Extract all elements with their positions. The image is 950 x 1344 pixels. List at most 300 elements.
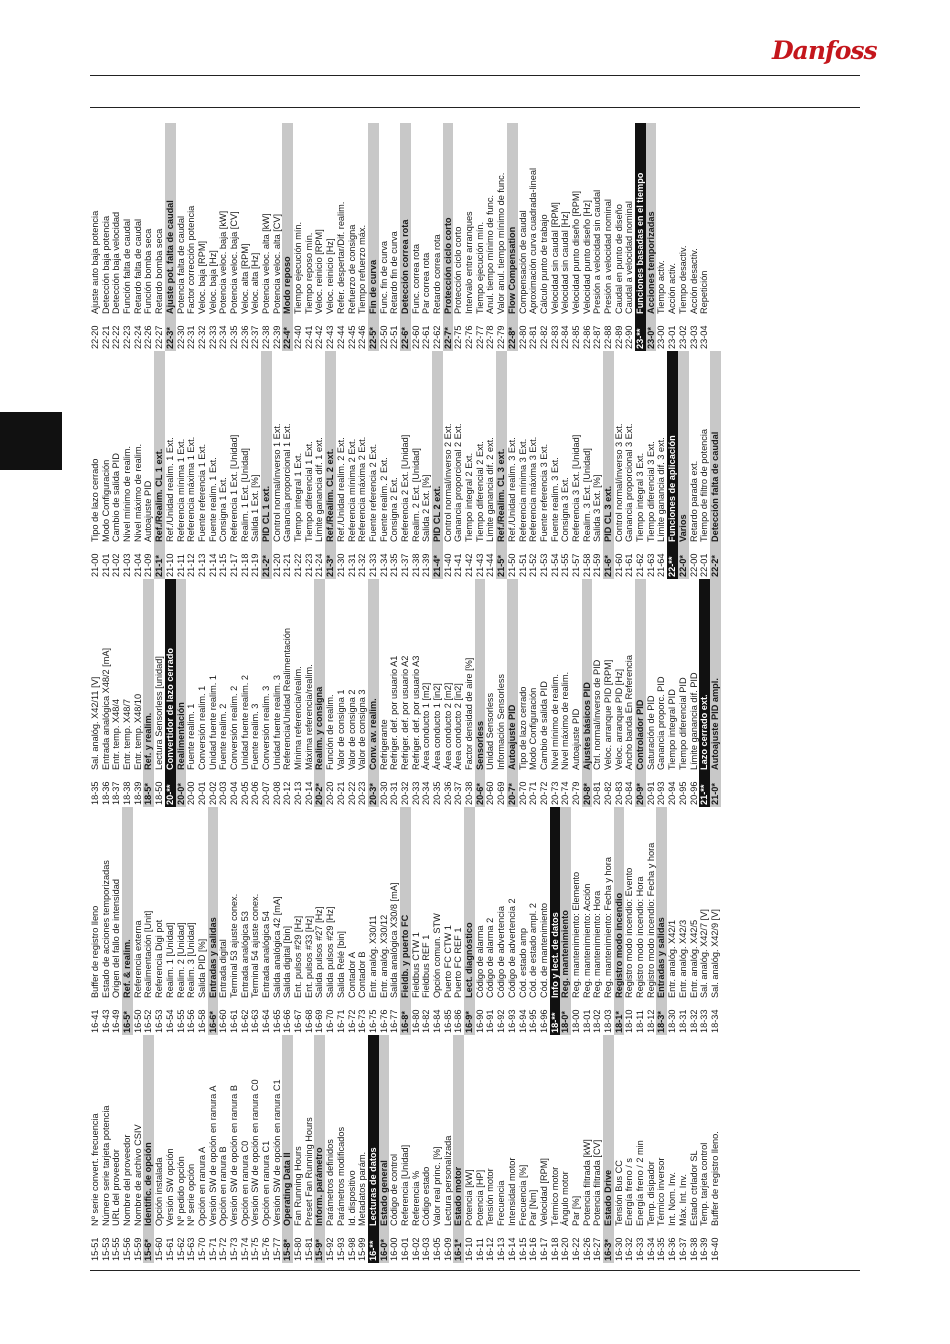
parameter-number: 18-0* bbox=[560, 1011, 571, 1033]
parameter-row bbox=[656, 579, 667, 807]
parameter-row bbox=[550, 123, 561, 351]
parameter-label: Tiempo ejecución mín. bbox=[293, 221, 304, 314]
parameter-number: 20-07 bbox=[261, 781, 271, 805]
parameter-label: Tiempo integral 2 Ext. bbox=[464, 452, 475, 542]
parameter-main-heading bbox=[165, 579, 176, 807]
parameter-number: 20-30 bbox=[378, 781, 389, 805]
parameter-number: 16-58 bbox=[196, 1009, 207, 1033]
parameter-number: 21-33 bbox=[367, 553, 378, 577]
parameter-row bbox=[293, 807, 304, 1035]
parameter-label: Presión a velocidad sin caudal bbox=[592, 189, 603, 314]
parameter-label: Reg. mantenimiento: Acción bbox=[581, 883, 592, 998]
parameter-number: 16-56 bbox=[186, 1009, 197, 1033]
parameter-number: 21-40 bbox=[442, 553, 453, 577]
parameter-label: Veloc. alta [Hz] bbox=[250, 252, 261, 314]
parameter-label: Varios bbox=[677, 514, 688, 542]
parameter-label: Entradas y salidas bbox=[207, 917, 218, 998]
parameter-number: 16-11 bbox=[474, 1238, 485, 1261]
parameter-label: Lect. diagnóstico bbox=[464, 922, 475, 998]
parameter-row bbox=[432, 1035, 443, 1263]
parameter-group-heading bbox=[165, 123, 176, 351]
parameter-number: 16-37 bbox=[677, 1237, 688, 1261]
parameter-row bbox=[475, 1035, 486, 1263]
parameter-label: Control normal/inverso 3 Ext. bbox=[613, 423, 624, 542]
parameter-row bbox=[635, 1035, 646, 1263]
parameter-row bbox=[624, 1035, 635, 1263]
parameter-label: Referencia mínima 3 Ext. bbox=[517, 438, 528, 542]
parameter-label: Metadatos parám. bbox=[357, 1151, 368, 1226]
parameter-label: Versión SW de opción en ranura C1 bbox=[271, 1079, 282, 1226]
parameter-label: Opción comun. STW bbox=[432, 913, 442, 998]
parameter-label: Fuente realim. 2 bbox=[218, 703, 229, 770]
parameter-number: 18-1* bbox=[613, 1011, 624, 1033]
parameter-row bbox=[400, 579, 411, 807]
parameter-row bbox=[443, 579, 454, 807]
parameter-row bbox=[689, 123, 700, 351]
parameter-row bbox=[560, 123, 571, 351]
parameter-row bbox=[646, 807, 657, 1035]
parameter-label: Estado Drive bbox=[603, 1169, 613, 1226]
parameter-number: 15-74 bbox=[239, 1237, 250, 1261]
parameter-number: 15-81 bbox=[303, 1237, 314, 1261]
parameter-number: 16-03 bbox=[421, 1237, 432, 1261]
parameter-label: Salida analógica X30/8 [mA] bbox=[389, 882, 400, 998]
parameter-number: 20-6* bbox=[474, 783, 485, 805]
parameter-row bbox=[614, 351, 625, 579]
parameter-label: Valor de consigna 3 bbox=[357, 689, 368, 770]
parameter-number: 20-08 bbox=[271, 781, 282, 805]
parameter-number: 16-82 bbox=[421, 1009, 432, 1033]
parameter-label: Detección baja potencia bbox=[100, 215, 111, 314]
parameter-main-heading bbox=[368, 1035, 379, 1263]
parameter-row bbox=[411, 1035, 422, 1263]
parameter-number: 20-32 bbox=[399, 781, 410, 805]
parameter-number: 16-00 bbox=[389, 1237, 400, 1261]
parameter-number: 16-40 bbox=[709, 1237, 720, 1261]
parameter-group-heading bbox=[400, 123, 411, 351]
parameter-number: 16-50 bbox=[132, 1009, 143, 1033]
parameter-row bbox=[240, 579, 251, 807]
parameter-label: Referencia 2 Ext. [Unidad] bbox=[399, 434, 410, 542]
parameter-label: Tiempo diferencial 3 Ext. bbox=[645, 441, 656, 542]
parameter-number: 16-05 bbox=[432, 1237, 442, 1261]
parameter-number: 20-3* bbox=[367, 783, 378, 805]
parameter-number: 20-35 bbox=[432, 781, 442, 805]
parameter-label: Veloc. arranque PID [Hz] bbox=[613, 668, 624, 770]
parameter-row bbox=[325, 123, 336, 351]
parameter-number: 20-60 bbox=[485, 781, 496, 805]
parameter-number: 16-77 bbox=[389, 1009, 400, 1033]
parameter-number: 20-96 bbox=[688, 781, 699, 805]
parameter-number: 22-88 bbox=[603, 325, 613, 349]
parameter-label: Registro modo incendio: Hora bbox=[635, 876, 646, 998]
parameter-label: Fieldbus REF 1 bbox=[421, 934, 432, 998]
parameter-row bbox=[389, 579, 400, 807]
parameter-label: Nivel máximo de realim. bbox=[132, 443, 143, 542]
parameter-row bbox=[485, 123, 496, 351]
parameter-label: Tiempo activ. bbox=[656, 260, 667, 314]
parameter-row bbox=[133, 351, 144, 579]
parameter-row bbox=[229, 1035, 240, 1263]
parameter-row bbox=[347, 579, 358, 807]
parameter-row bbox=[261, 123, 272, 351]
parameter-number: 18-32 bbox=[688, 1009, 699, 1033]
parameter-label: Potencia veloc. baja [CV] bbox=[228, 211, 239, 314]
parameter-row bbox=[539, 123, 550, 351]
parameter-number: 20-34 bbox=[421, 781, 432, 805]
parameter-label: Retardo bomba seca bbox=[154, 228, 165, 314]
parameter-number: 20-9* bbox=[635, 783, 646, 805]
parameter-number: 16-38 bbox=[688, 1237, 699, 1261]
parameter-number: 18-39 bbox=[132, 781, 143, 805]
parameter-row bbox=[699, 123, 710, 351]
parameter-number: 22-43 bbox=[325, 325, 336, 349]
parameter-number: 18-12 bbox=[645, 1009, 656, 1033]
parameter-row bbox=[304, 123, 315, 351]
parameter-label: Consigna 1 Ext. bbox=[218, 477, 229, 542]
parameter-number: 20-00 bbox=[186, 781, 197, 805]
parameter-label: Tiempo refuerzo máx. bbox=[357, 224, 368, 314]
parameter-number: 16-76 bbox=[378, 1009, 389, 1033]
parameter-label: Entrada digital bbox=[218, 939, 229, 998]
parameter-row bbox=[614, 579, 625, 807]
parameter-number: 20-93 bbox=[656, 781, 667, 805]
parameter-number: 16-09 bbox=[442, 1237, 453, 1261]
parameter-group-heading bbox=[443, 123, 454, 351]
parameter-label: Repetición bbox=[699, 270, 710, 314]
parameter-label: Aproximación curva cuadrada-lineal bbox=[528, 167, 539, 314]
parameter-label: Entr. analóg. X42/5 bbox=[688, 919, 699, 998]
parameter-number: 21-04 bbox=[132, 553, 143, 577]
parameter-row bbox=[464, 1035, 475, 1263]
parameter-label: Cód. estado amp bbox=[517, 928, 528, 998]
parameter-row bbox=[261, 1035, 272, 1263]
parameter-number: 20-** bbox=[164, 784, 175, 805]
parameter-number: 22-39 bbox=[271, 325, 282, 349]
parameter-row bbox=[582, 1035, 593, 1263]
parameter-number: 20-14 bbox=[303, 781, 314, 805]
parameter-number: 21-31 bbox=[346, 553, 357, 577]
parameter-number: 22-31 bbox=[186, 325, 197, 349]
parameter-number: 21-13 bbox=[196, 553, 207, 577]
parameter-number: 22-85 bbox=[570, 325, 581, 349]
parameter-number: 16-3* bbox=[603, 1239, 613, 1261]
parameter-number: 20-7* bbox=[506, 783, 517, 805]
parameter-number: 20-95 bbox=[677, 781, 688, 805]
parameter-row bbox=[592, 807, 603, 1035]
parameter-label: Energía freno / s bbox=[624, 1158, 635, 1226]
parameter-number: 20-01 bbox=[196, 781, 207, 805]
parameter-number: 21-01 bbox=[100, 553, 111, 577]
parameter-row bbox=[379, 807, 390, 1035]
parameter-row bbox=[646, 351, 657, 579]
parameter-number: 16-35 bbox=[656, 1237, 667, 1261]
parameter-number: 21-38 bbox=[410, 553, 421, 577]
parameter-row bbox=[592, 351, 603, 579]
parameter-group-heading bbox=[432, 351, 443, 579]
parameter-number: 22-27 bbox=[154, 325, 165, 349]
parameter-label: Lectura Sensorless [unidad] bbox=[154, 656, 165, 770]
parameter-label: Refrigerante bbox=[378, 719, 389, 770]
parameter-label: Temp. tarjeta control bbox=[699, 1142, 710, 1226]
parameter-group-heading bbox=[282, 123, 293, 351]
parameter-group-heading bbox=[507, 123, 518, 351]
parameter-number: 16-49 bbox=[111, 1009, 122, 1033]
parameter-row bbox=[699, 351, 710, 579]
parameter-label: Entr. analóg. X30/12 bbox=[378, 914, 389, 998]
parameter-number: 16-** bbox=[367, 1240, 378, 1261]
parameter-number: 18-5* bbox=[143, 783, 154, 805]
parameter-row bbox=[518, 579, 529, 807]
parameter-group-heading bbox=[710, 579, 721, 807]
parameter-number: 16-13 bbox=[496, 1237, 507, 1261]
parameter-number: 18-** bbox=[549, 1012, 560, 1033]
parameter-label: Referencia Digi pot bbox=[154, 919, 165, 998]
parameter-row bbox=[379, 123, 390, 351]
parameter-label: Convertidor de lazo cerrado bbox=[164, 647, 175, 770]
parameter-row bbox=[485, 351, 496, 579]
parameter-number: 15-8* bbox=[282, 1239, 293, 1261]
parameter-row bbox=[582, 123, 593, 351]
parameter-label: Fuente realim. 1 bbox=[186, 703, 197, 770]
parameter-number: 22-33 bbox=[207, 325, 218, 349]
parameter-label: Estado de acciones temporizadas bbox=[100, 860, 111, 998]
parameter-label: Versión SW de opción en ranura B bbox=[228, 1085, 239, 1226]
parameter-number: 23-03 bbox=[688, 325, 699, 349]
parameter-number: 21-14 bbox=[207, 553, 218, 577]
parameter-label: Velocidad punto diseño [RPM] bbox=[570, 190, 581, 314]
parameter-row bbox=[518, 351, 529, 579]
parameter-number: 15-63 bbox=[186, 1237, 197, 1261]
parameter-label: Buffer de registro lleno bbox=[90, 905, 100, 998]
parameter-number: 16-14 bbox=[506, 1237, 517, 1261]
parameter-number: 22-86 bbox=[581, 325, 592, 349]
parameter-number: 20-21 bbox=[335, 781, 346, 805]
parameter-number: 22-90 bbox=[624, 325, 635, 349]
parameter-label: Opción instalada bbox=[154, 1157, 165, 1226]
parameter-group-heading bbox=[314, 579, 325, 807]
parameter-label: Refuerzo de consigna bbox=[346, 224, 357, 314]
parameter-number: 21-21 bbox=[282, 553, 293, 577]
parameter-number: 15-75 bbox=[250, 1237, 261, 1261]
parameter-label: Caudal a velocidad nominal bbox=[624, 201, 635, 314]
parameter-number: 21-39 bbox=[421, 553, 432, 577]
parameter-number: 16-73 bbox=[357, 1009, 368, 1033]
parameter-number: 21-15 bbox=[218, 553, 229, 577]
parameter-label: Potencia veloc. alta [CV] bbox=[271, 213, 282, 314]
parameter-number: 20-73 bbox=[549, 781, 560, 805]
parameter-label: Cálculo punto de trabajo bbox=[538, 214, 549, 314]
parameter-label: Potencia veloc. alta [kW] bbox=[261, 213, 271, 314]
parameter-group-heading bbox=[614, 807, 625, 1035]
parameter-label: Función de realim. bbox=[325, 694, 336, 770]
parameter-row bbox=[357, 351, 368, 579]
parameter-number: 16-1* bbox=[453, 1239, 464, 1261]
parameter-row bbox=[111, 579, 122, 807]
parameter-label: Detección correa rota bbox=[399, 219, 410, 314]
parameter-label: Parámetros definidos bbox=[325, 1139, 336, 1226]
parameter-row bbox=[347, 351, 358, 579]
parameter-row bbox=[250, 579, 261, 807]
parameter-number: 21-57 bbox=[570, 553, 581, 577]
parameter-number: 16-71 bbox=[335, 1009, 346, 1033]
parameter-row bbox=[154, 807, 165, 1035]
parameter-number: 20-13 bbox=[293, 781, 304, 805]
parameter-number: 21-59 bbox=[592, 553, 603, 577]
parameter-label: Función bomba seca bbox=[143, 228, 154, 314]
parameter-label: Realim. 1 [Unidad] bbox=[164, 922, 175, 998]
parameter-row bbox=[90, 123, 101, 351]
parameter-number: 22-30 bbox=[175, 325, 186, 349]
parameter-row bbox=[528, 1035, 539, 1263]
parameter-row bbox=[539, 351, 550, 579]
parameter-number: 21-11 bbox=[175, 554, 186, 577]
parameter-row bbox=[550, 1035, 561, 1263]
parameter-number: 15-98 bbox=[346, 1237, 357, 1261]
parameter-label: Potencia [HP] bbox=[474, 1169, 485, 1226]
parameter-label: Nombre del proveedor bbox=[122, 1134, 133, 1226]
parameter-label: Ref./Realim. CL 1 ext. bbox=[154, 448, 165, 542]
parameter-number: 22-77 bbox=[474, 325, 485, 349]
parameter-label: Registro modo incendio bbox=[613, 892, 624, 998]
parameter-number: 22-45 bbox=[346, 325, 357, 349]
parameter-label: Inform. parámetro bbox=[314, 1147, 325, 1226]
parameter-label: Tiempo integral 1 Ext. bbox=[293, 452, 304, 542]
parameter-label: Opción en ranura B bbox=[218, 1146, 229, 1226]
parameter-label: Terminal 54 ajuste conex. bbox=[250, 893, 261, 998]
parameter-row bbox=[603, 579, 614, 807]
parameter-group-heading bbox=[208, 807, 219, 1035]
parameter-row bbox=[240, 1035, 251, 1263]
parameter-group-heading bbox=[582, 579, 593, 807]
parameter-group-heading bbox=[656, 807, 667, 1035]
parameter-label: Conv. av. realim. bbox=[367, 698, 378, 770]
parameter-label: Salida pulsos #27 [Hz] bbox=[314, 906, 325, 998]
parameter-label: Reg. mantenimiento: Fecha y hora bbox=[603, 857, 613, 998]
parameter-row bbox=[111, 1035, 122, 1263]
parameter-row bbox=[154, 579, 165, 807]
parameter-label: Autoajuste PID ampl. bbox=[709, 678, 720, 770]
parameter-label: PID CL 3 ext. bbox=[603, 486, 613, 542]
parameter-row bbox=[357, 807, 368, 1035]
parameter-number: 23-0* bbox=[645, 327, 656, 349]
parameter-label: Área conducto 1 [in2] bbox=[432, 683, 442, 770]
parameter-number: 22-01 bbox=[699, 553, 710, 577]
parameter-label: Refriger. def. por usuario A1 bbox=[389, 655, 400, 770]
parameter-row bbox=[272, 123, 283, 351]
parameter-label: Entradas y salidas bbox=[656, 917, 667, 998]
parameter-label: Lecturas de datos bbox=[367, 1147, 378, 1226]
parameter-row bbox=[111, 807, 122, 1035]
parameter-number: 15-60 bbox=[154, 1237, 165, 1261]
parameter-number: 16-64 bbox=[261, 1009, 271, 1033]
parameter-group-heading bbox=[368, 123, 379, 351]
parameter-label: Fuente realim. 2 Ext. bbox=[378, 457, 389, 542]
parameter-row bbox=[421, 579, 432, 807]
parameter-row bbox=[197, 1035, 208, 1263]
parameter-label: Referencia mínima 2 Ext. bbox=[346, 438, 357, 542]
parameter-group-heading bbox=[560, 807, 571, 1035]
parameter-row bbox=[710, 1035, 721, 1263]
parameter-row bbox=[678, 807, 689, 1035]
parameter-number: 21-00 bbox=[90, 553, 100, 577]
parameter-row bbox=[208, 123, 219, 351]
parameter-number: 21-1* bbox=[154, 555, 165, 577]
parameter-label: Acciones temporizadas bbox=[645, 211, 656, 314]
parameter-group-heading bbox=[453, 1035, 464, 1263]
parameter-row bbox=[678, 1035, 689, 1263]
parameter-label: Consigna 3 Ext. bbox=[560, 477, 571, 542]
parameter-label: Controlador PID bbox=[635, 699, 646, 770]
parameter-number: 22-3* bbox=[164, 327, 175, 349]
parameter-number: 21-43 bbox=[474, 553, 485, 577]
parameter-label: Ctrl. normal/inverso de PID bbox=[592, 659, 603, 770]
parameter-label: Fuente referencia 3 Ext. bbox=[538, 443, 549, 542]
parameter-number: 16-20 bbox=[560, 1237, 571, 1261]
parameter-label: Límite ganancia dif. 1 ext. bbox=[314, 437, 325, 542]
parameter-label: Retardo correa rota bbox=[432, 234, 442, 314]
parameter-number: 16-95 bbox=[528, 1009, 539, 1033]
parameter-label: Veloc. reinicio [Hz] bbox=[325, 238, 336, 314]
parameter-row bbox=[176, 351, 187, 579]
parameter-row bbox=[667, 1035, 678, 1263]
parameter-row bbox=[571, 1035, 582, 1263]
parameter-label: Tiempo de filtro de potencia bbox=[699, 428, 710, 542]
parameter-label: Tiempo integral 3 Ext. bbox=[635, 452, 646, 542]
parameter-main-heading bbox=[635, 123, 646, 351]
parameter-row bbox=[336, 1035, 347, 1263]
parameter-row bbox=[240, 807, 251, 1035]
parameter-number: 23-** bbox=[635, 328, 646, 349]
parameter-label: Puerto FC CTW 1 bbox=[442, 924, 453, 998]
parameter-label: Límite ganancia dif. PID bbox=[688, 672, 699, 770]
parameter-row bbox=[325, 807, 336, 1035]
parameter-label: Realimentación [Unit] bbox=[143, 910, 154, 998]
parameter-row bbox=[411, 579, 422, 807]
parameter-row bbox=[443, 351, 454, 579]
parameter-row bbox=[656, 1035, 667, 1263]
parameter-row bbox=[411, 123, 422, 351]
parameter-row bbox=[389, 807, 400, 1035]
parameter-row bbox=[421, 807, 432, 1035]
parameter-number: 16-86 bbox=[453, 1009, 464, 1033]
parameter-label: Ref. y realim. bbox=[143, 712, 154, 770]
parameter-number: 16-10 bbox=[464, 1237, 475, 1261]
chapter-tab bbox=[0, 412, 62, 470]
parameter-label: Cambio de salida PID bbox=[538, 681, 549, 770]
parameter-label: Autoajuste PID bbox=[143, 480, 154, 542]
parameter-label: Ajuste auto baja potencia bbox=[90, 210, 100, 314]
parameter-row bbox=[143, 807, 154, 1035]
parameter-row bbox=[443, 807, 454, 1035]
parameter-label: Veloc. alta [RPM] bbox=[239, 243, 250, 314]
parameter-label: Entr. temp. X48/4 bbox=[111, 699, 122, 770]
parameter-row bbox=[518, 807, 529, 1035]
parameter-column bbox=[90, 807, 860, 1035]
parameter-label: Salida 1 Ext. [%] bbox=[250, 474, 261, 542]
parameter-number: 16-54 bbox=[164, 1009, 175, 1033]
parameter-row bbox=[400, 351, 411, 579]
parameter-row bbox=[689, 807, 700, 1035]
parameter-number: 15-71 bbox=[207, 1237, 218, 1261]
parameter-number: 15-92 bbox=[325, 1237, 336, 1261]
parameter-label: Valor real princ. [%] bbox=[432, 1146, 442, 1226]
parameter-label: Lazo cerrado ext. bbox=[699, 694, 710, 770]
parameter-label: Autoajuste PID bbox=[506, 704, 517, 770]
parameter-row bbox=[218, 807, 229, 1035]
parameter-number: 20-8* bbox=[581, 783, 592, 805]
parameter-label: Potencia [kW] bbox=[464, 1169, 475, 1226]
